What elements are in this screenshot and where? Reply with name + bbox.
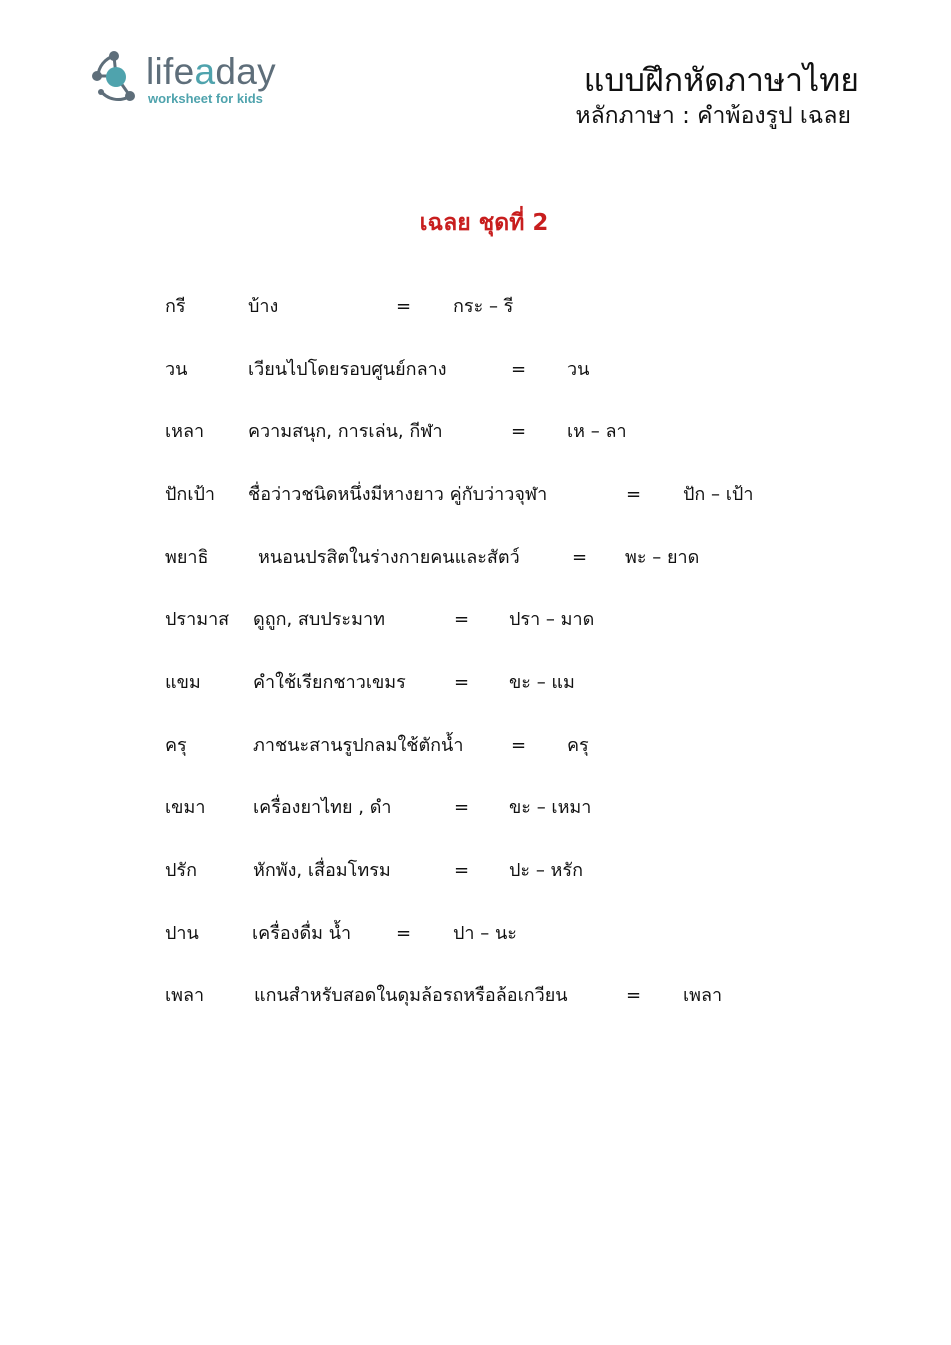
entry-reading: ปะ – หรัก xyxy=(509,860,583,881)
entry-meaning: เครื่องดื่ม น้ำ xyxy=(252,923,352,944)
entry-word: พยาธิ xyxy=(165,547,209,568)
entry-reading: กระ – รี xyxy=(453,296,514,317)
logo-wordmark-part2: a xyxy=(194,51,216,92)
logo-tagline: worksheet for kids xyxy=(148,91,263,106)
answer-row xyxy=(0,792,951,824)
entry-equals-sign: = xyxy=(511,421,527,442)
entry-word: ปักเป้า xyxy=(165,484,216,505)
entry-equals-sign: = xyxy=(396,296,412,317)
entry-reading: เพลา xyxy=(683,985,723,1006)
entry-equals-sign: = xyxy=(454,672,470,693)
molecule-logo-icon xyxy=(90,50,144,104)
answer-row xyxy=(0,542,951,574)
answer-row xyxy=(0,604,951,636)
entry-reading: เห – ลา xyxy=(567,421,627,442)
entry-meaning: บ้าง xyxy=(248,296,279,317)
entry-meaning: ภาชนะสานรูปกลมใช้ตักน้ำ xyxy=(253,735,464,756)
answer-row xyxy=(0,416,951,448)
entry-reading: ปัก – เป้า xyxy=(683,484,754,505)
entry-meaning: เวียนไปโดยรอบศูนย์กลาง xyxy=(248,359,447,380)
entry-meaning: ความสนุก, การเล่น, กีฬา xyxy=(248,421,443,442)
entry-word: ปาน xyxy=(165,923,199,944)
entry-equals-sign: = xyxy=(626,985,642,1006)
answer-row xyxy=(0,667,951,699)
entry-reading: พะ – ยาด xyxy=(625,547,700,568)
entry-word: ครุ xyxy=(165,735,187,756)
entry-equals-sign: = xyxy=(454,797,470,818)
entry-word: ปรามาส xyxy=(165,609,230,630)
entry-word: เขมา xyxy=(165,797,206,818)
entry-equals-sign: = xyxy=(511,735,527,756)
answer-row xyxy=(0,354,951,386)
entry-reading: ขะ – แม xyxy=(509,672,575,693)
entry-equals-sign: = xyxy=(511,359,527,380)
logo xyxy=(90,50,300,110)
entry-equals-sign: = xyxy=(572,547,588,568)
answer-row xyxy=(0,291,951,323)
page-subtitle: หลักภาษา : คำพ้องรูป เฉลย xyxy=(575,103,851,129)
answer-row xyxy=(0,730,951,762)
logo-wordmark xyxy=(146,52,276,92)
entry-reading: ปา – นะ xyxy=(453,923,517,944)
entry-meaning: คำใช้เรียกชาวเขมร xyxy=(253,672,406,693)
logo-wordmark-part1: life xyxy=(146,51,195,92)
entry-word: กรี xyxy=(165,296,186,317)
entry-word: เหลา xyxy=(165,421,205,442)
logo-wordmark-part3: day xyxy=(215,51,276,92)
entry-meaning: ชื่อว่าวชนิดหนึ่งมีหางยาว คู่กับว่าวจุฬา xyxy=(248,484,548,505)
entry-reading: ขะ – เหมา xyxy=(509,797,592,818)
entry-meaning: หนอนปรสิตในร่างกายคนและสัตว์ xyxy=(258,547,520,568)
entry-meaning: เครื่องยาไทย , ดำ xyxy=(253,797,392,818)
entry-equals-sign: = xyxy=(626,484,642,505)
entry-word: วน xyxy=(165,359,188,380)
entry-equals-sign: = xyxy=(454,860,470,881)
entry-equals-sign: = xyxy=(396,923,412,944)
entry-reading: วน xyxy=(567,359,590,380)
page-title: แบบฝึกหัดภาษาไทย xyxy=(583,61,859,99)
entry-meaning: ดูถูก, สบประมาท xyxy=(253,609,385,630)
answer-row xyxy=(0,918,951,950)
entry-word: แขม xyxy=(165,672,201,693)
entry-meaning: แกนสำหรับสอดในดุมล้อรถหรือล้อเกวียน xyxy=(254,985,568,1006)
entry-word: ปรัก xyxy=(165,860,197,881)
entry-meaning: หักพัง, เสื่อมโทรม xyxy=(253,860,391,881)
entry-reading: ปรา – มาด xyxy=(509,609,595,630)
answer-row xyxy=(0,980,951,1012)
entry-word: เพลา xyxy=(165,985,205,1006)
answer-row xyxy=(0,855,951,887)
entry-reading: ครุ xyxy=(567,735,589,756)
answer-heading: เฉลย ชุดที่ 2 xyxy=(419,210,549,236)
entry-equals-sign: = xyxy=(454,609,470,630)
answer-row xyxy=(0,479,951,511)
